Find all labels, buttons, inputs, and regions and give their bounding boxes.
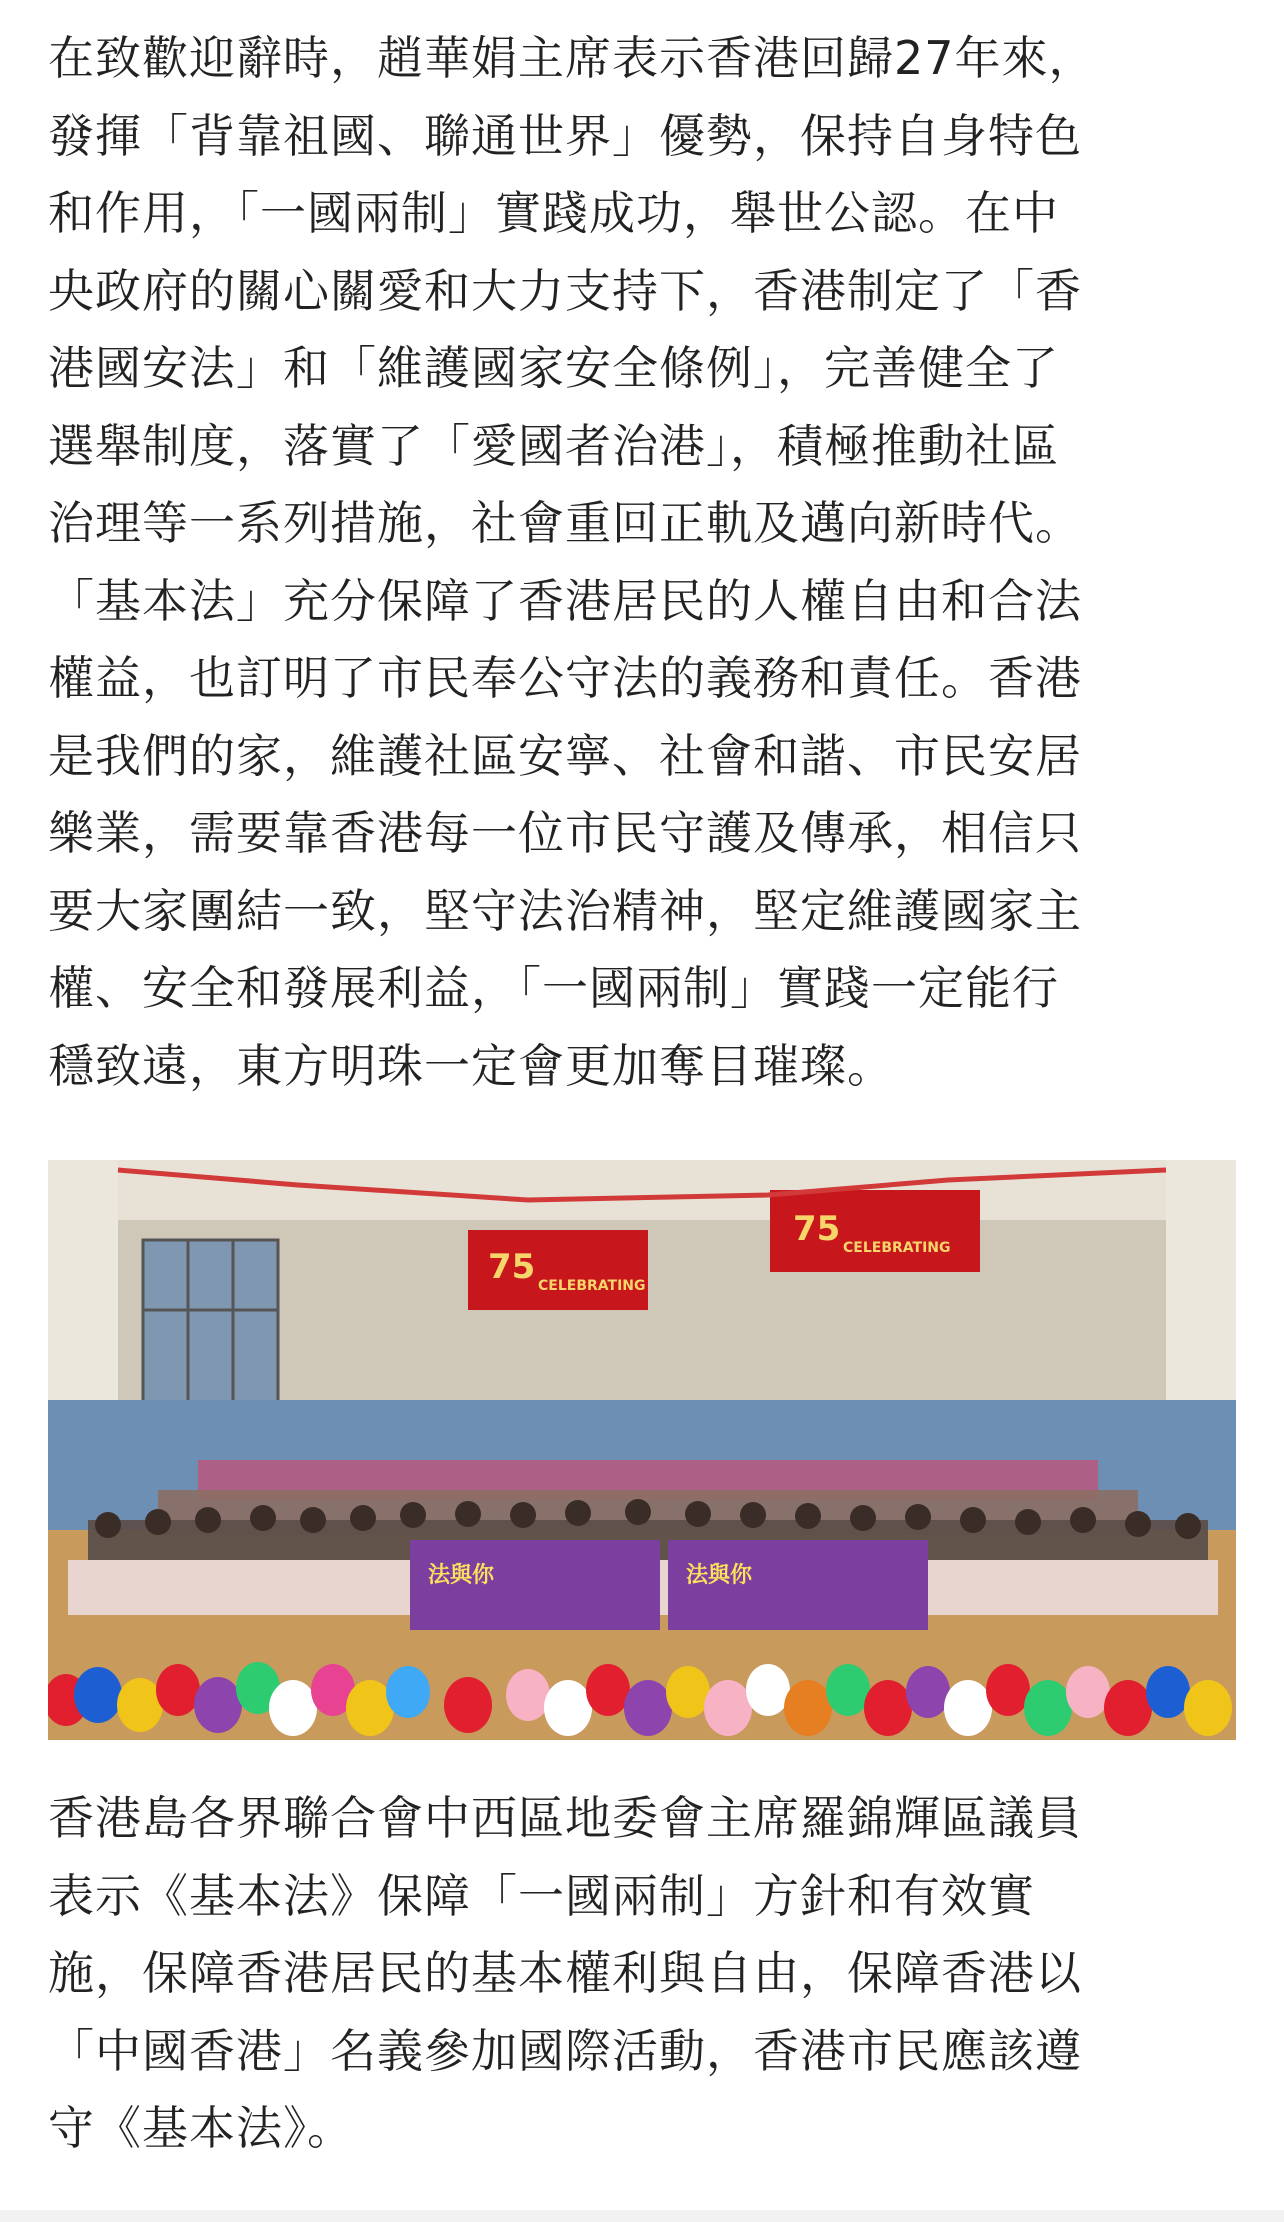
banner-right-text: CELEBRATING — [843, 1240, 951, 1256]
article-body — [48, 20, 1236, 2168]
article-paragraph-1 — [48, 20, 1236, 1105]
banner-left-number: 75 — [488, 1247, 536, 1287]
paragraph-line: 選舉制度，落實了「愛國者治港」，積極推動社區 — [48, 418, 1059, 473]
banner-right-number: 75 — [793, 1209, 841, 1249]
paragraph-line: 表示《基本法》保障「一國兩制」方針和有效實 — [48, 1868, 1035, 1923]
paragraph-line: 是我們的家，維護社區安寧、社會和諧、市民安居 — [48, 728, 1082, 783]
paragraph-line: 在致歡迎辭時，趙華娟主席表示香港回歸27年來， — [48, 31, 1096, 85]
paragraph-line: 和作用，「一國兩制」實踐成功，舉世公認。在中 — [48, 186, 1059, 240]
paragraph-line: 權益，也訂明了市民奉公守法的義務和責任。香港 — [48, 651, 1082, 705]
paragraph-line: 施，保障香港居民的基本權利與自由，保障香港以 — [48, 1946, 1082, 2000]
paragraph-line: 治理等一系列措施，社會重回正軌及邁向新時代。 — [48, 496, 1082, 550]
paragraph-line: 權、安全和發展利益，「一國兩制」實踐一定能行 — [48, 961, 1059, 1015]
banner-left-text: CELEBRATING — [538, 1278, 646, 1294]
ceiling — [48, 1160, 1236, 1220]
paragraph-line: 「基本法」充分保障了香港居民的人權自由和合法 — [48, 573, 1082, 628]
event-group-photo[interactable] — [48, 1160, 1236, 1740]
article-paragraph-2 — [48, 1780, 1236, 2168]
paragraph-line: 央政府的關心關愛和大力支持下，香港制定了「香 — [48, 263, 1082, 318]
paragraph-line: 守《基本法》。 — [48, 2101, 354, 2155]
floor-banner-right-text: 法與你 — [686, 1563, 753, 1588]
paragraph-line: 樂業，需要靠香港每一位市民守護及傳承，相信只 — [48, 806, 1082, 860]
page-bottom-strip — [0, 2210, 1284, 2222]
floor-banner-left-text: 法與你 — [428, 1563, 495, 1588]
paragraph-line: 港國安法」和「維護國家安全條例」，完善健全了 — [48, 341, 1059, 395]
paragraph-line: 發揮「背靠祖國、聯通世界」優勢，保持自身特色 — [48, 108, 1082, 163]
paragraph-line: 香港島各界聯合會中西區地委會主席羅錦輝區議員 — [48, 1791, 1082, 1845]
paragraph-line: 要大家團結一致，堅守法治精神，堅定維護國家主 — [48, 883, 1082, 938]
paragraph-line: 「中國香港」名義參加國際活動，香港市民應該遵 — [48, 2023, 1082, 2078]
paragraph-line: 穩致遠，東方明珠一定會更加奪目璀璨。 — [48, 1038, 894, 1093]
photo-illustration — [48, 1160, 1236, 1740]
